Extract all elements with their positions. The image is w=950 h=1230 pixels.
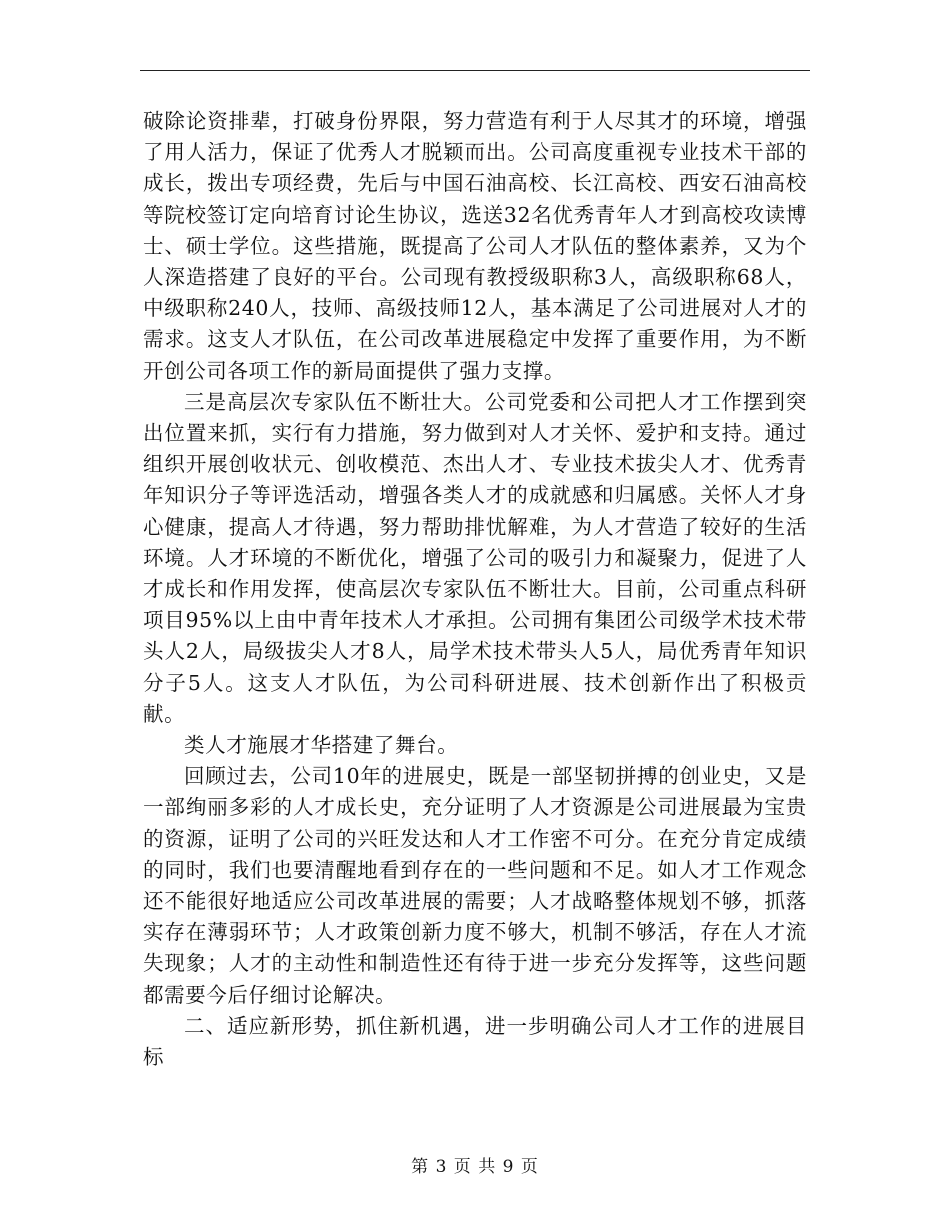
document-body <box>143 106 807 1073</box>
page-footer <box>0 1152 950 1177</box>
page-number: 第 3 页 共 9 页 <box>411 1157 539 1177</box>
paragraph-review: 回顾过去，公司10年的进展史，既是一部坚韧拼搏的创业史，又是一部绚丽多彩的人才成长史，充分证明了人才资源是公司进展最为宝贵的资源，证明了公司的兴旺发达和人才工作密不可分。在充分肯定成绩的同时，我们也要清醒地看到存在的一些问题和不足。如人才工作观念还不能很好地适应公司改革进展的需要；人才战略整体规划不够，抓落实存在薄弱环节；人才政策创新力度不够大，机制不够活，存在人才流失现象；人才的主动性和制造性还有待于进一步充分发挥等，这些问题都需要今后仔细讨论解决。 <box>143 764 807 1007</box>
section-heading-two: 二、适应新形势，抓住新机遇，进一步明确公司人才工作的进展目标 <box>143 1013 807 1070</box>
paragraph-expert-team: 三是高层次专家队伍不断壮大。公司党委和公司把人才工作摆到突出位置来抓，实行有力措施，努力做到对人才关怀、爱护和支持。通过组织开展创收状元、创收模范、杰出人才、专业技术拔尖人才、优秀青年知识分子等评选活动，增强各类人才的成就感和归属感。关怀人才身心健康，提高人才待遇，努力帮助排忧解难，为人才营造了较好的生活环境。人才环境的不断优化，增强了公司的吸引力和凝聚力，促进了人才成长和作用发挥，使高层次专家队伍不断壮大。目前，公司重点科研项目95%以上由中青年技术人才承担。公司拥有集团公司级学术技术带头人2人，局级拔尖人才8人，局学术技术带头人5人，局优秀青年知识分子5人。这支人才队伍，为公司科研进展、技术创新作出了积极贡献。 <box>143 389 807 726</box>
header-rule <box>140 70 810 71</box>
paragraph-fragment: 类人才施展才华搭建了舞台。 <box>184 733 459 758</box>
paragraph-talent-environment: 破除论资排辈，打破身份界限，努力营造有利于人尽其才的环境，增强了用人活力，保证了优秀人才脱颖而出。公司高度重视专业技术干部的成长，拨出专项经费，先后与中国石油高校、长江高校、西安石油高校等院校签订定向培育讨论生协议，选送32名优秀青年人才到高校攻读博士、硕士学位。这些措施，既提高了公司人才队伍的整体素养，又为个人深造搭建了良好的平台。公司现有教授级职称3人，高级职称68人，中级职称240人，技师、高级技师12人，基本满足了公司进展对人才的需求。这支人才队伍，在公司改革进展稳定中发挥了重要作用，为不断开创公司各项工作的新局面提供了强力支撑。 <box>143 109 807 383</box>
